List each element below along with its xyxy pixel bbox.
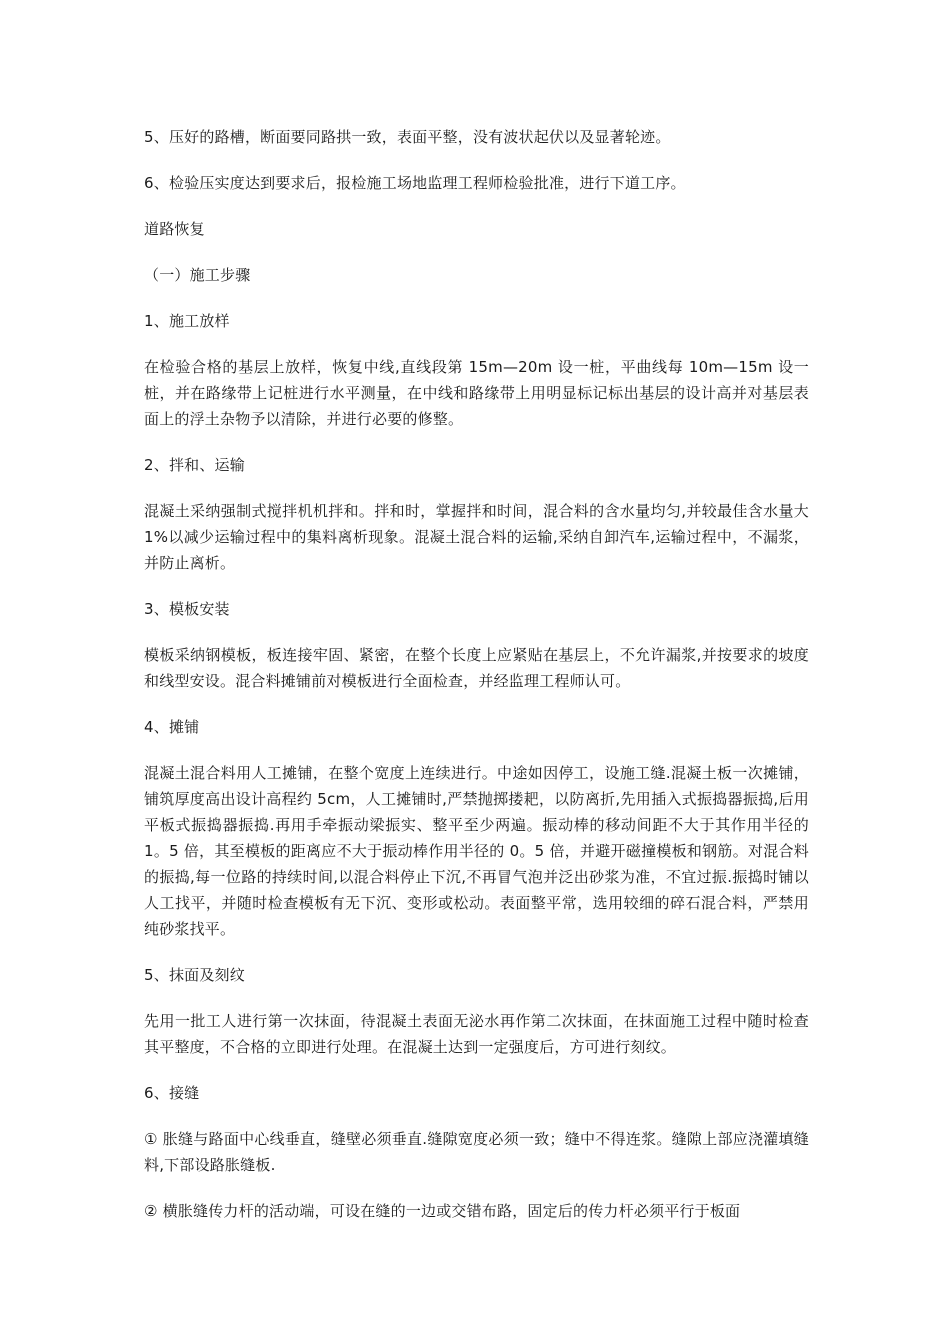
paragraph-formwork: 模板采纳钢模板，板连接牢固、紧密，在整个长度上应紧贴在基层上，不允许漏浆,并按要求的坡度和线型安设。混合料摊铺前对模板进行全面检查，并经监理工程师认可。 bbox=[144, 646, 809, 690]
paragraph-joints-1: ① 胀缝与路面中心线垂直，缝壁必须垂直.缝隙宽度必须一致；缝中不得连浆。缝隙上部应浇灌填缝料,下部设路胀缝板. bbox=[144, 1130, 809, 1174]
subsection-heading-construction-steps: （一）施工步骤 bbox=[144, 266, 251, 284]
paragraph-mixing-transport: 混凝土采纳强制式搅拌机机拌和。拌和时，掌握拌和时间，混合料的含水量均匀,并较最佳含水量大 1%以减少运输过程中的集料离析现象。混凝土混合料的运输,采纳自卸汽车,运输过程中，不漏浆，并防止离析。 bbox=[144, 502, 809, 572]
step-heading-staking: 1、施工放样 bbox=[144, 312, 230, 330]
step-heading-finishing: 5、抹面及刻纹 bbox=[144, 966, 245, 984]
document-body bbox=[144, 124, 809, 1244]
paragraph-item-5-compaction: 5、压好的路槽，断面要同路拱一致，表面平整，没有波状起伏以及显著轮迹。 bbox=[144, 128, 671, 146]
paragraph-staking: 在检验合格的基层上放样，恢复中线,直线段第 15m—20m 设一桩，平曲线每 10m—15m 设一桩，并在路缘带上记桩进行水平测量，在中线和路缘带上用明显标记标出基层的设计高并对基层表面上的浮土杂物予以清除，并进行必要的修整。 bbox=[144, 358, 809, 428]
step-heading-mixing-transport: 2、拌和、运输 bbox=[144, 456, 245, 474]
step-heading-joints: 6、接缝 bbox=[144, 1084, 200, 1102]
paragraph-finishing: 先用一批工人进行第一次抹面，待混凝土表面无泌水再作第二次抹面，在抹面施工过程中随时检查其平整度，不合格的立即进行处理。在混凝土达到一定强度后，方可进行刻纹。 bbox=[144, 1012, 809, 1056]
paragraph-paving: 混凝土混合料用人工摊铺，在整个宽度上连续进行。中途如因停工，设施工缝.混凝土板一次摊铺，铺筑厚度高出设计高程约 5cm，人工摊铺时,严禁抛掷搂耙，以防离折,先用插入式振捣器振捣,后用平板式振捣器振捣.再用手牵振动梁振实、整平至少两遍。振动棒的移动间距不大于其作用半径的 1。5 倍，其至模板的距离应不大于振动棒作用半径的 0。5 倍，并避开磁撞模板和钢筋。对混合料的振捣,每一位路的持续时间,以混合料停止下沉,不再冒气泡并泛出砂浆为准，不宜过振.振捣时铺以人工找平，并随时检查模板有无下沉、变形或松动。表面整平常，选用较细的碎石混合料，严禁用纯砂浆找平。 bbox=[144, 764, 809, 938]
section-heading-road-restoration: 道路恢复 bbox=[144, 220, 205, 238]
paragraph-joints-2: ② 横胀缝传力杆的活动端，可设在缝的一边或交错布路，固定后的传力杆必须平行于板面 bbox=[144, 1202, 741, 1220]
step-heading-paving: 4、摊铺 bbox=[144, 718, 200, 736]
step-heading-formwork: 3、模板安装 bbox=[144, 600, 230, 618]
paragraph-item-6-inspection: 6、检验压实度达到要求后，报检施工场地监理工程师检验批准，进行下道工序。 bbox=[144, 174, 686, 192]
